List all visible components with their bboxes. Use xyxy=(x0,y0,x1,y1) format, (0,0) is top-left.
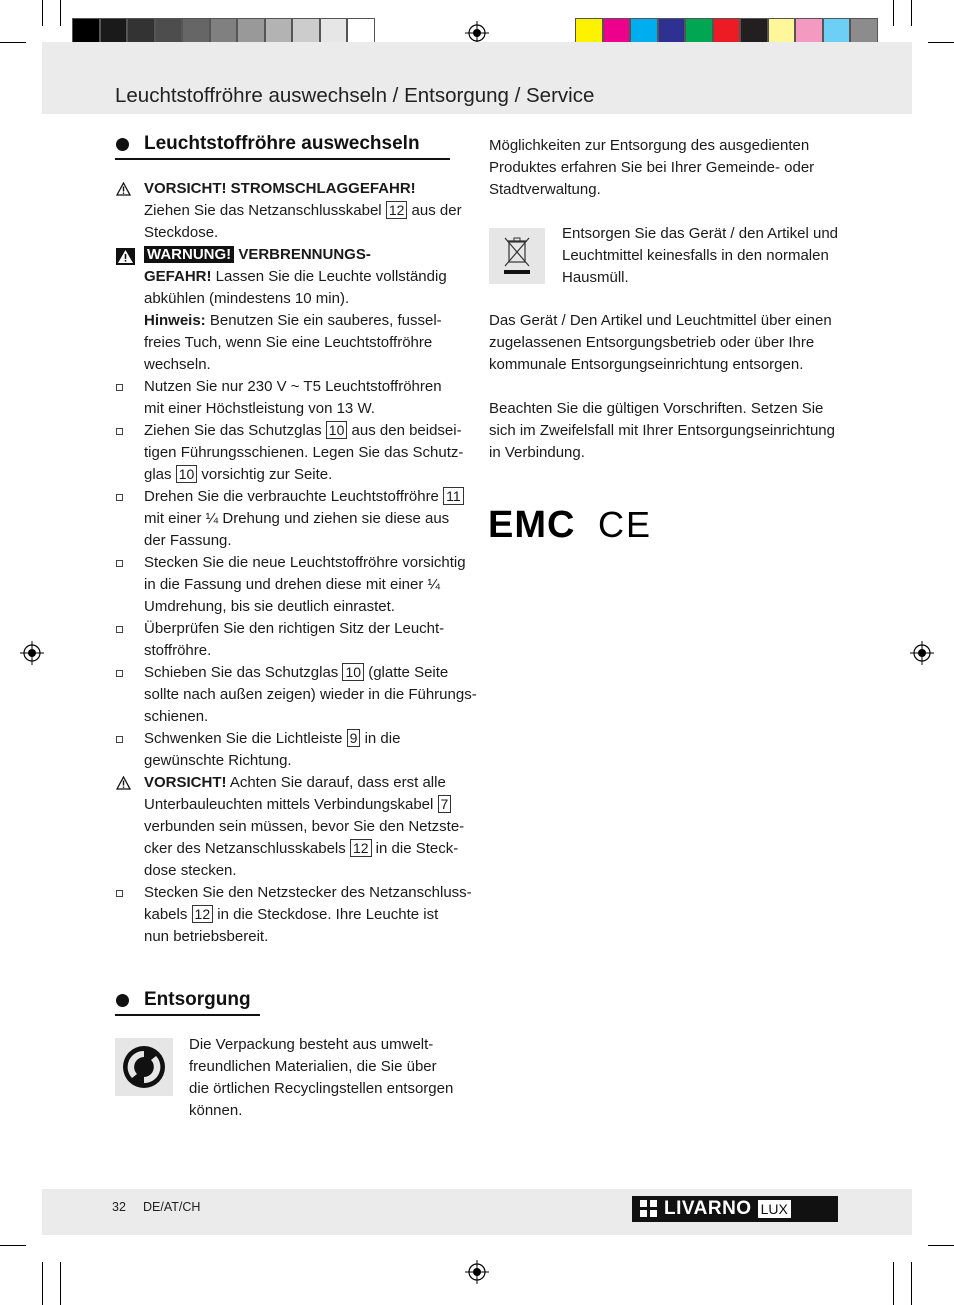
brand-suffix: LUX xyxy=(758,1200,791,1218)
text-line xyxy=(144,332,432,354)
square-bullet-icon xyxy=(116,890,123,897)
text-span: (glatte Seite xyxy=(364,664,449,681)
section-rule xyxy=(115,158,450,160)
text-span: gewünschte Richtung. xyxy=(144,752,292,769)
section-heading-replace-tube: Leuchtstoffröhre auswechseln xyxy=(144,133,420,154)
text-line xyxy=(144,200,462,222)
text-span: Ziehen Sie das Schutzglas xyxy=(144,422,326,439)
text-span: Ziehen Sie das Netzanschlusskabel xyxy=(144,202,386,219)
text-line xyxy=(144,464,332,486)
part-reference-number: 10 xyxy=(342,663,364,681)
color-swatch xyxy=(685,18,713,45)
text-line: kommunale Entsorgungseinrichtung entsorgen. xyxy=(489,356,804,373)
gray-swatch xyxy=(347,18,375,45)
section-bullet-icon xyxy=(116,994,129,1007)
text-line xyxy=(144,376,442,398)
text-span: VORSICHT! STROMSCHLAGGEFAHR! xyxy=(144,180,416,197)
text-span: VERBRENNUNGS- xyxy=(234,246,371,263)
color-swatch xyxy=(713,18,741,45)
color-swatch xyxy=(740,18,768,45)
text-line: Beachten Sie die gültigen Vorschriften. Setzen Sie xyxy=(489,400,824,417)
text-span: freies Tuch, wenn Sie eine Leuchtstoffröhre xyxy=(144,334,433,351)
text-line xyxy=(144,244,371,266)
text-span: nun betriebsbereit. xyxy=(144,928,269,945)
text-line xyxy=(144,728,400,750)
text-line: zugelassenen Entsorgungsbetrieb oder über Ihre xyxy=(489,334,815,351)
text-line xyxy=(144,442,463,464)
page-title: Leuchtstoffröhre auswechseln / Entsorgung / Service xyxy=(115,84,595,107)
text-line: Das Gerät / Den Artikel und Leuchtmittel über einen xyxy=(489,312,832,329)
section-heading-disposal: Entsorgung xyxy=(144,989,251,1010)
text-line: Entsorgen Sie das Gerät / den Artikel und xyxy=(562,225,838,242)
text-span: Schieben Sie das Schutzglas xyxy=(144,664,343,681)
text-span: Achten Sie darauf, dass erst alle xyxy=(226,774,446,791)
text-span: Benutzen Sie ein sauberes, fussel- xyxy=(205,312,442,329)
square-bullet-icon xyxy=(116,560,123,567)
ce-mark: CE xyxy=(598,504,653,545)
gray-swatch xyxy=(320,18,348,45)
text-span: cker des Netzanschlusskabels xyxy=(144,840,350,857)
text-line: können. xyxy=(189,1102,243,1119)
part-reference-number: 7 xyxy=(438,795,452,813)
registration-mark-right xyxy=(910,641,934,665)
text-line: sich im Zweifelsfall mit Ihrer Entsorgungseinrichtung xyxy=(489,422,835,439)
text-span: tigen Führungsschienen. Legen Sie das Schutz- xyxy=(144,444,464,461)
text-line xyxy=(144,420,462,442)
text-span: Überprüfen Sie den richtigen Sitz der Leucht- xyxy=(144,620,445,637)
text-span: GEFAHR! xyxy=(144,268,212,285)
part-reference-number: 10 xyxy=(176,465,198,483)
text-span: abkühlen (mindestens 10 min). xyxy=(144,290,350,307)
text-span: WARNUNG! xyxy=(144,246,234,263)
text-line xyxy=(144,926,268,948)
part-reference-number: 9 xyxy=(347,729,361,747)
text-span: VORSICHT! xyxy=(144,774,227,791)
gray-swatch xyxy=(210,18,238,45)
text-span: Stecken Sie die neue Leuchtstoffröhre vorsichtig xyxy=(144,554,466,571)
text-line: Produktes erfahren Sie bei Ihrer Gemeinde- oder xyxy=(489,159,815,176)
part-reference-number: 12 xyxy=(192,905,214,923)
gray-swatch xyxy=(292,18,320,45)
color-swatch xyxy=(630,18,658,45)
text-line: freundlichen Materialien, die Sie über xyxy=(189,1058,437,1075)
color-swatch xyxy=(575,18,603,45)
text-span: wechseln. xyxy=(144,356,211,373)
text-line xyxy=(144,310,442,332)
weee-icon-box xyxy=(489,228,545,284)
emc-logo: EMC xyxy=(488,504,576,546)
text-span: der Fassung. xyxy=(144,532,232,549)
square-bullet-icon xyxy=(116,384,123,391)
square-bullet-icon xyxy=(116,428,123,435)
color-swatch xyxy=(850,18,878,45)
square-bullet-icon xyxy=(116,670,123,677)
text-line xyxy=(144,508,449,530)
section-bullet-icon xyxy=(116,138,129,151)
text-span: dose stecken. xyxy=(144,862,237,879)
text-span: in die Steck- xyxy=(371,840,459,857)
text-span: aus den beidsei- xyxy=(347,422,462,439)
text-span: mit einer ¼ Drehung und ziehen sie diese aus xyxy=(144,510,450,527)
text-span: Hinweis: xyxy=(144,312,206,329)
registration-mark-left xyxy=(20,641,44,665)
text-line: die örtlichen Recyclingstellen entsorgen xyxy=(189,1080,454,1097)
text-span: Steckdose. xyxy=(144,224,219,241)
gray-swatch xyxy=(100,18,128,45)
brand-name: LIVARNO xyxy=(664,1198,752,1219)
text-span: stoffröhre. xyxy=(144,642,212,659)
color-swatch xyxy=(795,18,823,45)
text-line xyxy=(144,574,440,596)
color-swatch xyxy=(823,18,851,45)
section-rule xyxy=(115,1014,260,1016)
text-line xyxy=(144,706,208,728)
text-span: Lassen Sie die Leuchte vollständig xyxy=(211,268,447,285)
text-span: Drehen Sie die verbrauchte Leuchtstoffröhre xyxy=(144,488,444,505)
text-line xyxy=(144,618,444,640)
registration-mark-bottom xyxy=(465,1260,489,1284)
brand-logo-icon xyxy=(638,1198,660,1220)
part-reference-number: 12 xyxy=(350,839,372,857)
text-line xyxy=(144,640,211,662)
text-line xyxy=(144,354,211,376)
gray-swatch xyxy=(72,18,100,45)
gray-swatch xyxy=(265,18,293,45)
text-span: vorsichtig zur Seite. xyxy=(197,466,333,483)
region-code: DE/AT/CH xyxy=(143,1200,201,1214)
page-number: 32 xyxy=(112,1200,126,1214)
text-span: in die Steckdose. Ihre Leuchte ist xyxy=(213,906,439,923)
color-swatch xyxy=(658,18,686,45)
part-reference-number: 10 xyxy=(326,421,348,439)
part-reference-number: 11 xyxy=(443,487,464,505)
text-span: verbunden sein müssen, bevor Sie den Netzste- xyxy=(144,818,465,835)
text-span: Unterbauleuchten mittels Verbindungskabel xyxy=(144,796,438,813)
text-span: sollte nach außen zeigen) wieder in die Führungs- xyxy=(144,686,477,703)
text-span: Stecken Sie den Netzstecker des Netzanschluss- xyxy=(144,884,472,901)
text-line xyxy=(144,596,395,618)
part-reference-number: 12 xyxy=(386,201,408,219)
brand-logo xyxy=(632,1196,838,1222)
text-line xyxy=(144,838,458,860)
text-line: Stadtverwaltung. xyxy=(489,181,601,198)
gray-swatch xyxy=(155,18,183,45)
text-line xyxy=(144,772,446,794)
text-line xyxy=(144,486,464,508)
text-line xyxy=(144,816,464,838)
text-line: Die Verpackung besteht aus umwelt- xyxy=(189,1036,434,1053)
text-line: Möglichkeiten zur Entsorgung des ausgedienten xyxy=(489,137,810,154)
warning-triangle-icon xyxy=(116,248,135,265)
square-bullet-icon xyxy=(116,736,123,743)
text-span: schienen. xyxy=(144,708,209,725)
text-line xyxy=(144,750,292,772)
text-line xyxy=(144,904,438,926)
text-line xyxy=(144,266,447,288)
caution-triangle-icon xyxy=(116,776,131,790)
text-span: Schwenken Sie die Lichtleiste xyxy=(144,730,347,747)
text-line xyxy=(144,882,472,904)
gray-swatch xyxy=(127,18,155,45)
text-line xyxy=(144,178,416,200)
text-span: aus der xyxy=(407,202,462,219)
gray-swatch xyxy=(182,18,210,45)
text-span: Umdrehung, bis sie deutlich einrastet. xyxy=(144,598,395,615)
text-span: glas xyxy=(144,466,176,483)
text-line xyxy=(144,552,466,574)
color-swatch xyxy=(768,18,796,45)
crossed-bin-icon xyxy=(489,228,545,284)
text-line xyxy=(144,398,375,420)
green-dot-recycling-icon xyxy=(115,1038,173,1096)
gray-swatch xyxy=(237,18,265,45)
text-line xyxy=(144,794,451,816)
text-line xyxy=(144,530,232,552)
square-bullet-icon xyxy=(116,494,123,501)
text-span: in die Fassung und drehen diese mit einer ¼ xyxy=(144,576,441,593)
text-line: Leuchtmittel keinesfalls in den normalen xyxy=(562,247,829,264)
text-span: in die xyxy=(360,730,401,747)
square-bullet-icon xyxy=(116,626,123,633)
text-line xyxy=(144,662,448,684)
recycling-icon-box xyxy=(115,1038,173,1096)
text-line xyxy=(144,288,349,310)
caution-triangle-icon xyxy=(116,182,131,196)
text-span: mit einer Höchstleistung von 13 W. xyxy=(144,400,375,417)
text-span: Nutzen Sie nur 230 V ~ T5 Leuchtstoffröhren xyxy=(144,378,442,395)
text-span: kabels xyxy=(144,906,192,923)
color-swatch xyxy=(603,18,631,45)
text-line xyxy=(144,684,477,706)
text-line xyxy=(144,860,237,882)
text-line: in Verbindung. xyxy=(489,444,585,461)
text-line: Hausmüll. xyxy=(562,269,629,286)
text-line xyxy=(144,222,218,244)
